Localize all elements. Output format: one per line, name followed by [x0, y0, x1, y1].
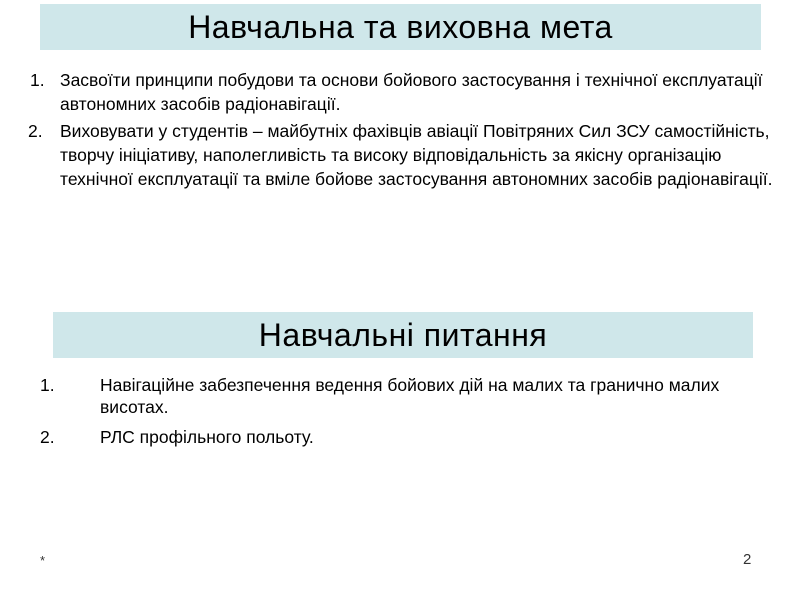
page-number: 2: [743, 551, 752, 568]
section-title: Навчальні питання: [53, 312, 753, 358]
slide-title: Навчальна та виховна мета: [40, 4, 761, 50]
question-number: 1.: [40, 375, 55, 395]
question-item: [40, 426, 760, 448]
question-text: Навігаційне забезпечення ведення бойових дій на малих та гранично малих висотах.: [100, 375, 720, 417]
question-item: [40, 374, 760, 418]
goal-text: Виховувати у студентів – майбутніх фахівців авіації Повітряних Сил ЗСУ самостійність, творчу ініціативу, наполегливість та високу відповідальність за якісну організацію технічної експлуатації та вміле бойове застосування автономних засобів радіонавігації.: [60, 121, 773, 189]
footer-asterisk: *: [40, 553, 46, 568]
question-number: 2.: [40, 427, 55, 447]
goal-item: [26, 119, 786, 191]
goal-item: [26, 68, 786, 116]
goal-number: 2.: [28, 121, 43, 141]
question-text: РЛС профільного польоту.: [100, 427, 314, 447]
questions-list: [40, 374, 760, 456]
goal-number: 1.: [30, 70, 45, 90]
goals-list: [26, 68, 786, 194]
goal-text: Засвоїти принципи побудови та основи бойового застосування і технічної експлуатації автономних засобів радіонавігації.: [60, 70, 763, 114]
